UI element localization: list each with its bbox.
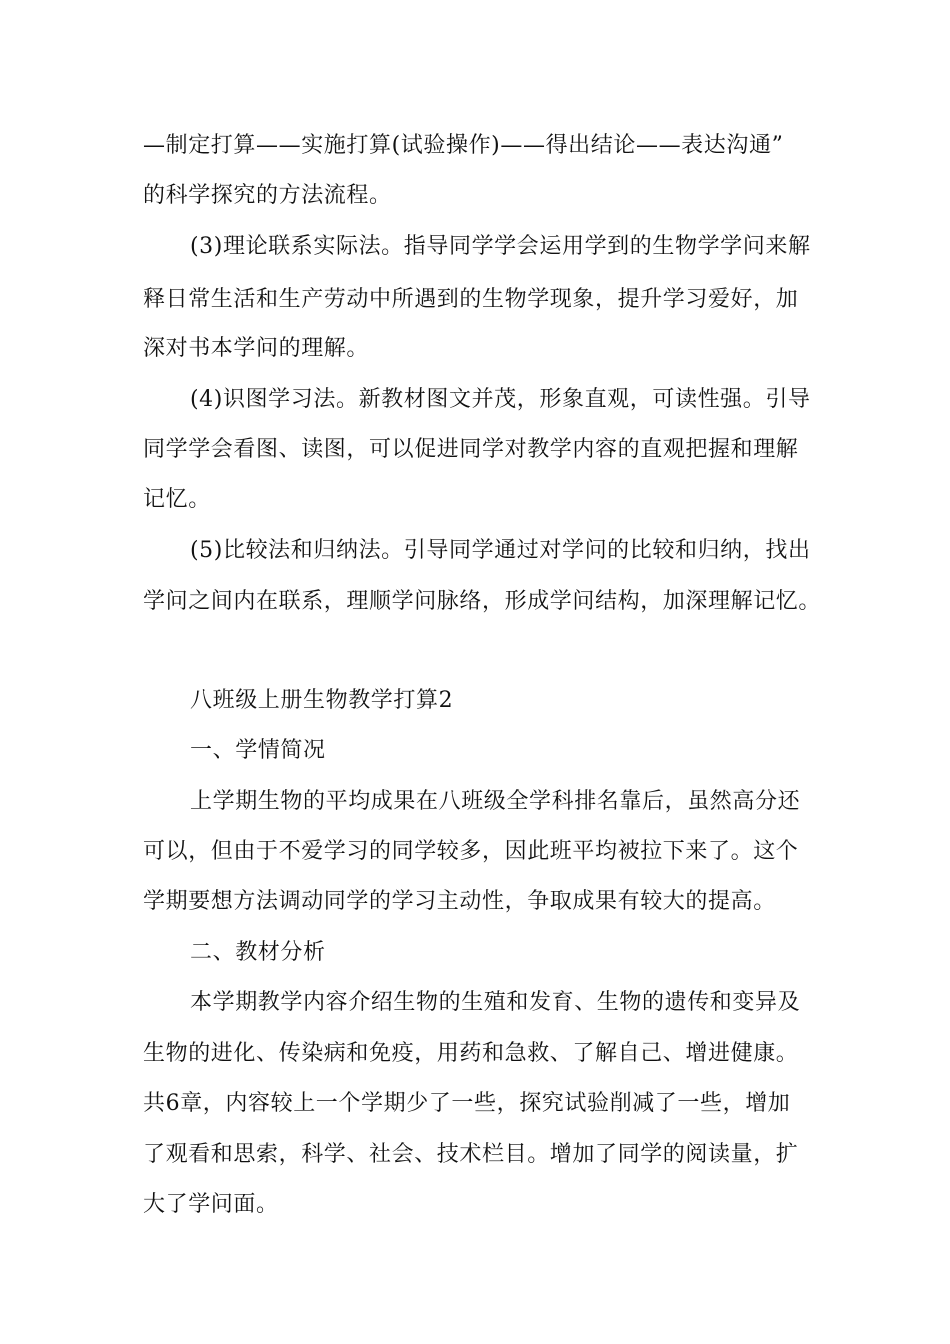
text-line: 生物的进化、传染病和免疫，用药和急救、了解自己、增进健康。 xyxy=(143,1041,799,1066)
text-line: 深对书本学问的理解。 xyxy=(143,336,370,361)
text-line: 学问之间内在联系，理顺学问脉络，形成学问结构，加深理解记忆。 xyxy=(143,589,822,614)
text-line: 的科学探究的方法流程。 xyxy=(143,183,392,208)
section-title: 八班级上册生物教学打算2 xyxy=(190,688,454,713)
text-line: 上学期生物的平均成果在八班级全学科排名靠后，虽然高分还 xyxy=(190,789,801,814)
text-line: —制定打算——实施打算(试验操作)——得出结论——表达沟通” xyxy=(143,133,784,158)
section-heading: 二、教材分析 xyxy=(190,940,326,965)
text-line: 共6章，内容较上一个学期少了一些，探究试验削减了一些，增加 xyxy=(143,1091,791,1116)
text-line: 释日常生活和生产劳动中所遇到的生物学现象，提升学习爱好，加 xyxy=(143,287,799,312)
text-line: 同学学会看图、读图，可以促进同学对教学内容的直观把握和理解 xyxy=(143,437,799,462)
text-line: 本学期教学内容介绍生物的生殖和发育、生物的遗传和变异及 xyxy=(190,990,801,1015)
text-line: (4)识图学习法。新教材图文并茂，形象直观，可读性强。引导 xyxy=(190,387,811,412)
text-line: 学期要想方法调动同学的学习主动性，争取成果有较大的提高。 xyxy=(143,889,776,914)
text-line: 可以，但由于不爱学习的同学较多，因此班平均被拉下来了。这个 xyxy=(143,839,799,864)
text-line: 记忆。 xyxy=(143,487,211,512)
text-line: 大了学问面。 xyxy=(143,1192,279,1217)
text-line: (3)理论联系实际法。指导同学学会运用学到的生物学学问来解 xyxy=(190,234,811,259)
section-heading: 一、学情简况 xyxy=(190,738,326,763)
text-line: 了观看和思索，科学、社会、技术栏目。增加了同学的阅读量，扩 xyxy=(143,1142,799,1167)
text-line: (5)比较法和归纳法。引导同学通过对学问的比较和归纳，找出 xyxy=(190,538,811,563)
